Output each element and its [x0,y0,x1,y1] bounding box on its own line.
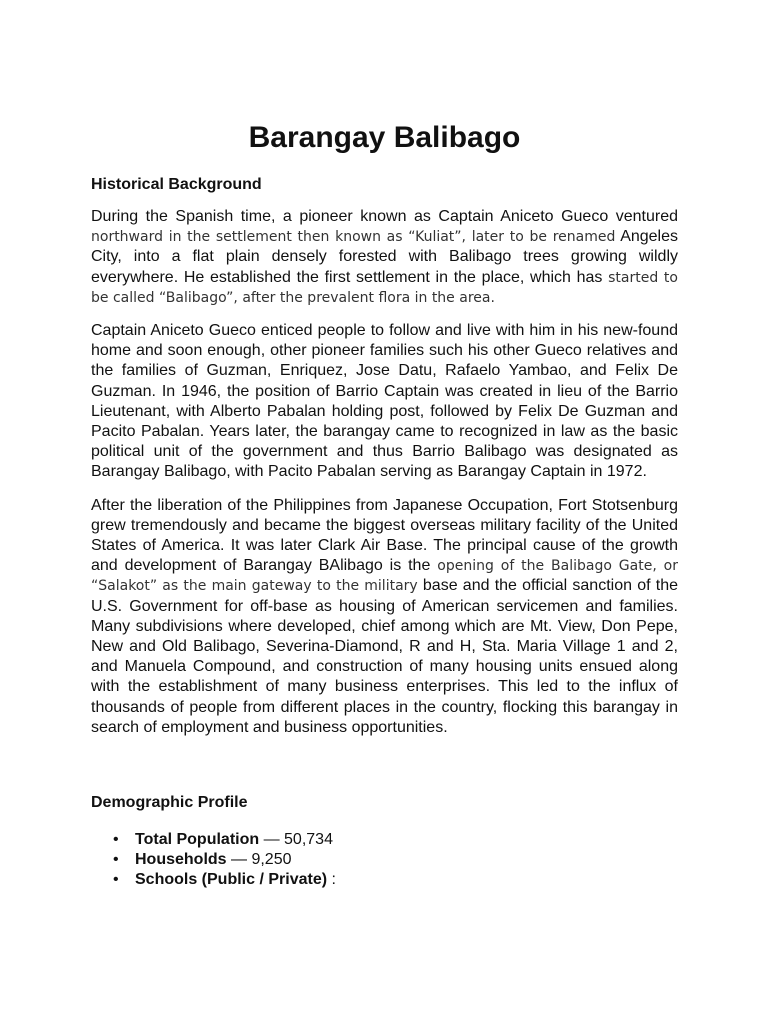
bullet-icon: • [113,831,119,849]
history-paragraph-3 [91,496,678,738]
history-p1-line-b: northward in the settlement then known as “Kuliat”, later to be renamed [91,229,616,246]
schools-value: : [327,871,336,889]
history-paragraph-1 [91,207,678,308]
document-page [91,118,678,890]
bullet-icon: • [113,851,119,869]
history-p3-part-a: After the liberation of the Philippines from Japanese Occupation, Fort Stotsenburg grew tremendously and became the biggest overseas military facility of the United States of America. It was later Clark Air Base. The principal cause of the growth and development of Barangay BAlibago is the [91,496,678,575]
bullet-icon: • [113,871,119,889]
history-p1-line-d: started to be called “Balibago”, after the prevalent flora in the area. [91,269,678,306]
history-p1-line-c: Angeles City, into a flat plain densely forested with Balibago trees growing wildly everywhere. He established the first settlement in the place, which has [91,228,679,286]
total-population-label: Total Population [135,831,260,849]
list-item-households [113,850,678,870]
total-population-value: — 50,734 [259,831,333,849]
section-spacer [91,751,678,793]
history-p3-part-b: opening of the Balibago Gate, or “Salakot” as the main gateway to the military [91,558,678,595]
page-title: Barangay Balibago [248,121,521,154]
history-p1-line-a: During the Spanish time, a pioneer known as Captain Aniceto Gueco ventured [91,208,678,225]
historical-background-heading: Historical Background [91,176,262,193]
list-item-schools [113,870,678,890]
demographic-list [91,830,678,890]
households-label: Households [135,851,227,869]
households-value: — 9,250 [226,851,292,869]
demographic-profile-heading: Demographic Profile [91,794,248,812]
history-p3-part-c: base and the official sanction of the U.S. Government for off-base as housing of American servicemen and families. Many subdivisions where developed, chief among which are Mt. View, Don Pepe, New and Old Balibago, Severina-Diamond, R and H, Sta. Maria Village 1 and 2, and Manuela Compound, and construction of many housing units ensued along with the establishment of many business enterprises. This led to the influx of thousands of people from different places in the country, flocking this barangay in search of employment and business opportunities. [91,577,678,736]
schools-label: Schools (Public / Private) [135,871,328,889]
list-item-total-population [113,830,678,850]
history-paragraph-2: Captain Aniceto Gueco enticed people to follow and live with him in his new-found home and soon enough, other pioneer families such his other Gueco relatives and the families of Guzman, Enriquez, Jose Datu, Rafaelo Yambao, and Felix De Guzman. In 1946, the position of Barrio Captain was created in lieu of the Barrio Lieutenant, with Alberto Pabalan holding post, followed by Felix De Guzman and Pacito Pabalan. Years later, the barangay came to recognized in law as the basic political unit of the government and thus Barrio Balibago was designated as Barangay Balibago, with Pacito Pabalan serving as Barangay Captain in 1972. [91,322,678,481]
